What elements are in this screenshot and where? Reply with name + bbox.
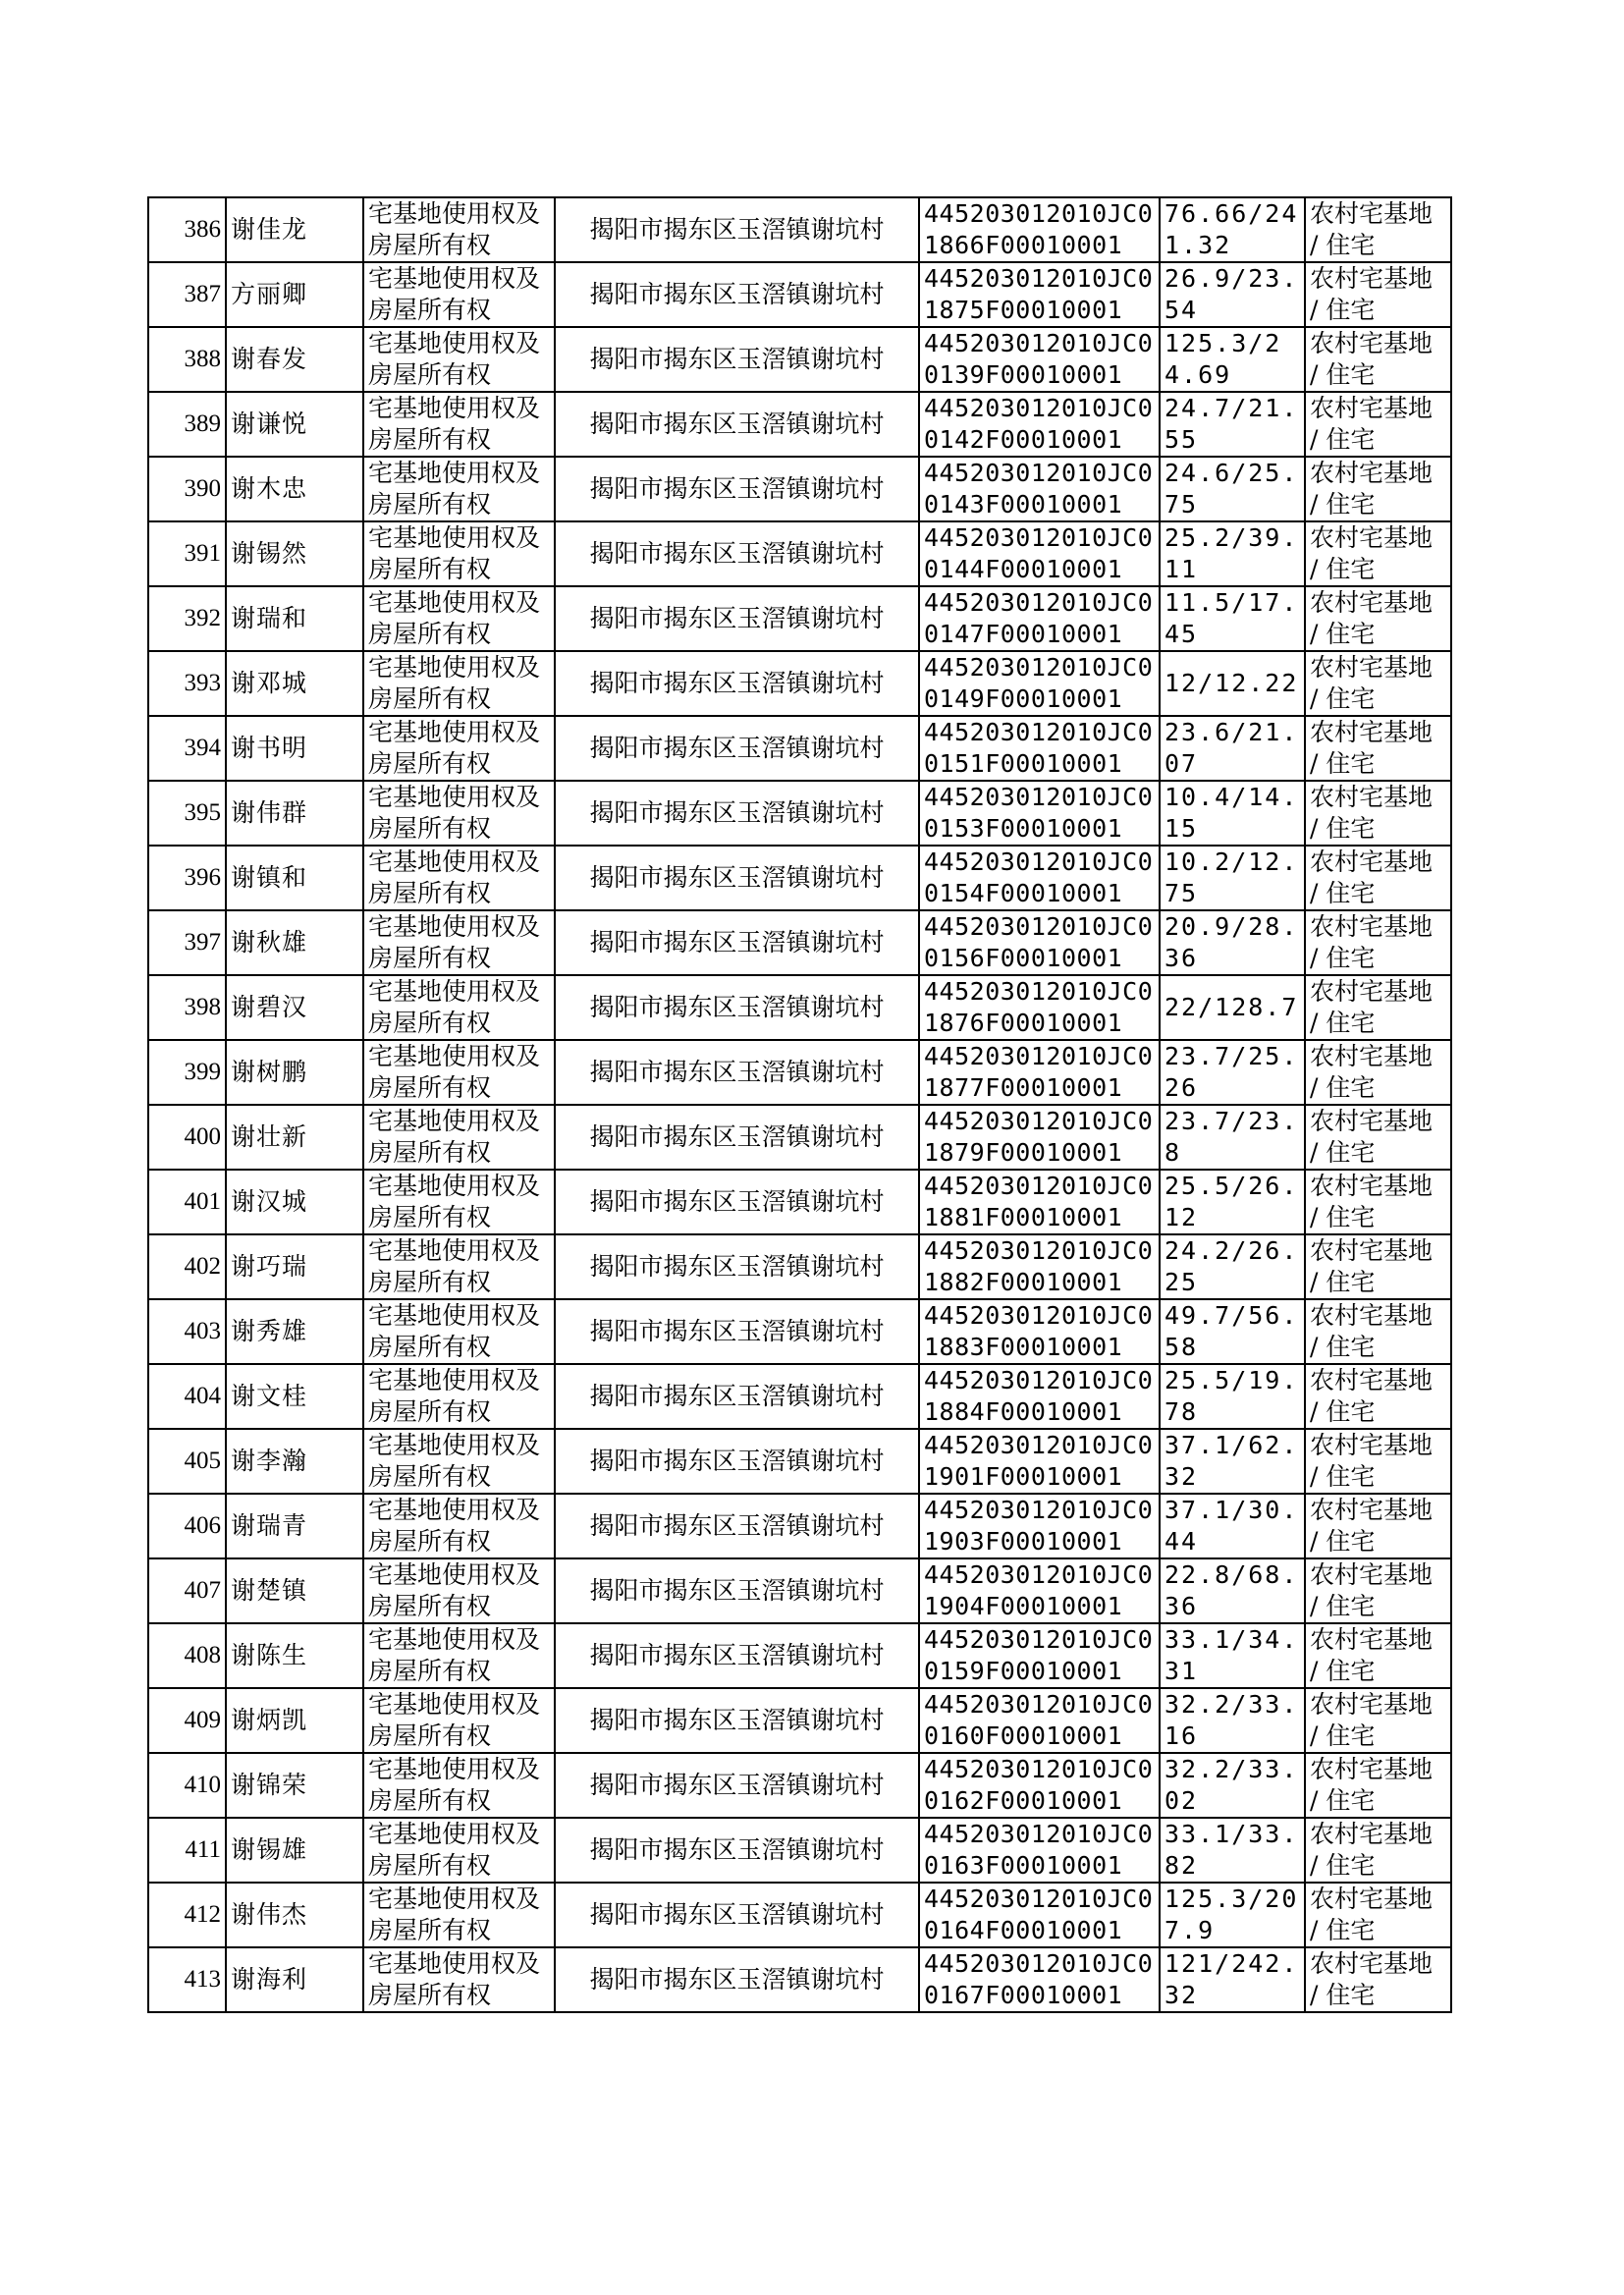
land-use: 农村宅基地 / 住宅 (1305, 197, 1451, 262)
right-type: 宅基地使用权及房屋所有权 (363, 392, 555, 457)
unit-code: 445203012010JC00162F00010001 (919, 1753, 1160, 1818)
land-use: 农村宅基地 / 住宅 (1305, 1234, 1451, 1299)
land-use: 农村宅基地 / 住宅 (1305, 1753, 1451, 1818)
row-number: 394 (148, 716, 226, 781)
property-register-table (147, 196, 1452, 2013)
unit-code: 445203012010JC01879F00010001 (919, 1105, 1160, 1170)
right-type: 宅基地使用权及房屋所有权 (363, 651, 555, 716)
unit-code: 445203012010JC00142F00010001 (919, 392, 1160, 457)
right-type: 宅基地使用权及房屋所有权 (363, 846, 555, 910)
unit-code: 445203012010JC00167F00010001 (919, 1947, 1160, 2012)
table-row (148, 1234, 1451, 1299)
location-address: 揭阳市揭东区玉滘镇谢坑村 (555, 846, 919, 910)
table-row (148, 327, 1451, 392)
land-use: 农村宅基地 / 住宅 (1305, 1623, 1451, 1688)
area-value: 23.7/25.26 (1160, 1040, 1305, 1105)
area-value: 125.3/24.69 (1160, 327, 1305, 392)
table-row (148, 1623, 1451, 1688)
location-address: 揭阳市揭东区玉滘镇谢坑村 (555, 197, 919, 262)
right-type: 宅基地使用权及房屋所有权 (363, 1623, 555, 1688)
right-type: 宅基地使用权及房屋所有权 (363, 1105, 555, 1170)
land-use: 农村宅基地 / 住宅 (1305, 1105, 1451, 1170)
land-use: 农村宅基地 / 住宅 (1305, 1429, 1451, 1494)
row-number: 413 (148, 1947, 226, 2012)
table-row (148, 1494, 1451, 1558)
table-row (148, 1364, 1451, 1429)
location-address: 揭阳市揭东区玉滘镇谢坑村 (555, 262, 919, 327)
area-value: 32.2/33.16 (1160, 1688, 1305, 1753)
land-use: 农村宅基地 / 住宅 (1305, 975, 1451, 1040)
row-number: 386 (148, 197, 226, 262)
owner-name: 谢瑞和 (226, 586, 363, 651)
area-value: 24.2/26.25 (1160, 1234, 1305, 1299)
area-value: 37.1/62.32 (1160, 1429, 1305, 1494)
location-address: 揭阳市揭东区玉滘镇谢坑村 (555, 586, 919, 651)
row-number: 402 (148, 1234, 226, 1299)
row-number: 411 (148, 1818, 226, 1883)
area-value: 23.7/23.8 (1160, 1105, 1305, 1170)
land-use: 农村宅基地 / 住宅 (1305, 1170, 1451, 1234)
right-type: 宅基地使用权及房屋所有权 (363, 1364, 555, 1429)
area-value: 10.2/12.75 (1160, 846, 1305, 910)
location-address: 揭阳市揭东区玉滘镇谢坑村 (555, 1883, 919, 1947)
location-address: 揭阳市揭东区玉滘镇谢坑村 (555, 781, 919, 846)
location-address: 揭阳市揭东区玉滘镇谢坑村 (555, 1364, 919, 1429)
row-number: 400 (148, 1105, 226, 1170)
unit-code: 445203012010JC01883F00010001 (919, 1299, 1160, 1364)
land-use: 农村宅基地 / 住宅 (1305, 651, 1451, 716)
table-row (148, 262, 1451, 327)
unit-code: 445203012010JC01875F00010001 (919, 262, 1160, 327)
location-address: 揭阳市揭东区玉滘镇谢坑村 (555, 1234, 919, 1299)
area-value: 24.6/25.75 (1160, 457, 1305, 521)
owner-name: 谢邓城 (226, 651, 363, 716)
land-use: 农村宅基地 / 住宅 (1305, 1299, 1451, 1364)
row-number: 409 (148, 1688, 226, 1753)
location-address: 揭阳市揭东区玉滘镇谢坑村 (555, 1105, 919, 1170)
right-type: 宅基地使用权及房屋所有权 (363, 586, 555, 651)
location-address: 揭阳市揭东区玉滘镇谢坑村 (555, 1429, 919, 1494)
right-type: 宅基地使用权及房屋所有权 (363, 1947, 555, 2012)
location-address: 揭阳市揭东区玉滘镇谢坑村 (555, 1818, 919, 1883)
table-row (148, 1170, 1451, 1234)
right-type: 宅基地使用权及房屋所有权 (363, 781, 555, 846)
land-use: 农村宅基地 / 住宅 (1305, 1883, 1451, 1947)
location-address: 揭阳市揭东区玉滘镇谢坑村 (555, 457, 919, 521)
unit-code: 445203012010JC01882F00010001 (919, 1234, 1160, 1299)
unit-code: 445203012010JC00156F00010001 (919, 910, 1160, 975)
unit-code: 445203012010JC01877F00010001 (919, 1040, 1160, 1105)
owner-name: 谢炳凯 (226, 1688, 363, 1753)
unit-code: 445203012010JC01881F00010001 (919, 1170, 1160, 1234)
area-value: 33.1/34.31 (1160, 1623, 1305, 1688)
row-number: 396 (148, 846, 226, 910)
right-type: 宅基地使用权及房屋所有权 (363, 1429, 555, 1494)
land-use: 农村宅基地 / 住宅 (1305, 1818, 1451, 1883)
area-value: 33.1/33.82 (1160, 1818, 1305, 1883)
area-value: 32.2/33.02 (1160, 1753, 1305, 1818)
table-row (148, 1883, 1451, 1947)
table-row (148, 781, 1451, 846)
table-row (148, 1558, 1451, 1623)
row-number: 403 (148, 1299, 226, 1364)
area-value: 37.1/30.44 (1160, 1494, 1305, 1558)
register-body (148, 197, 1451, 2012)
owner-name: 谢锡雄 (226, 1818, 363, 1883)
row-number: 395 (148, 781, 226, 846)
row-number: 388 (148, 327, 226, 392)
land-use: 农村宅基地 / 住宅 (1305, 716, 1451, 781)
owner-name: 谢木忠 (226, 457, 363, 521)
land-use: 农村宅基地 / 住宅 (1305, 1494, 1451, 1558)
owner-name: 谢伟群 (226, 781, 363, 846)
right-type: 宅基地使用权及房屋所有权 (363, 1299, 555, 1364)
unit-code: 445203012010JC00164F00010001 (919, 1883, 1160, 1947)
table-row (148, 586, 1451, 651)
location-address: 揭阳市揭东区玉滘镇谢坑村 (555, 1299, 919, 1364)
location-address: 揭阳市揭东区玉滘镇谢坑村 (555, 1494, 919, 1558)
owner-name: 谢伟杰 (226, 1883, 363, 1947)
location-address: 揭阳市揭东区玉滘镇谢坑村 (555, 910, 919, 975)
area-value: 121/242.32 (1160, 1947, 1305, 2012)
table-row (148, 1040, 1451, 1105)
owner-name: 谢楚镇 (226, 1558, 363, 1623)
location-address: 揭阳市揭东区玉滘镇谢坑村 (555, 1688, 919, 1753)
table-row (148, 716, 1451, 781)
land-use: 农村宅基地 / 住宅 (1305, 1688, 1451, 1753)
location-address: 揭阳市揭东区玉滘镇谢坑村 (555, 392, 919, 457)
table-row (148, 651, 1451, 716)
area-value: 24.7/21.55 (1160, 392, 1305, 457)
right-type: 宅基地使用权及房屋所有权 (363, 975, 555, 1040)
owner-name: 谢陈生 (226, 1623, 363, 1688)
unit-code: 445203012010JC00154F00010001 (919, 846, 1160, 910)
right-type: 宅基地使用权及房屋所有权 (363, 327, 555, 392)
row-number: 401 (148, 1170, 226, 1234)
table-row (148, 1429, 1451, 1494)
table-row (148, 197, 1451, 262)
owner-name: 谢李瀚 (226, 1429, 363, 1494)
unit-code: 445203012010JC00160F00010001 (919, 1688, 1160, 1753)
owner-name: 谢春发 (226, 327, 363, 392)
location-address: 揭阳市揭东区玉滘镇谢坑村 (555, 1623, 919, 1688)
land-use: 农村宅基地 / 住宅 (1305, 1558, 1451, 1623)
row-number: 398 (148, 975, 226, 1040)
row-number: 407 (148, 1558, 226, 1623)
right-type: 宅基地使用权及房屋所有权 (363, 457, 555, 521)
land-use: 农村宅基地 / 住宅 (1305, 586, 1451, 651)
right-type: 宅基地使用权及房屋所有权 (363, 1558, 555, 1623)
table-row (148, 521, 1451, 586)
row-number: 392 (148, 586, 226, 651)
row-number: 387 (148, 262, 226, 327)
unit-code: 445203012010JC01866F00010001 (919, 197, 1160, 262)
right-type: 宅基地使用权及房屋所有权 (363, 1494, 555, 1558)
location-address: 揭阳市揭东区玉滘镇谢坑村 (555, 327, 919, 392)
right-type: 宅基地使用权及房屋所有权 (363, 1688, 555, 1753)
owner-name: 谢谦悦 (226, 392, 363, 457)
right-type: 宅基地使用权及房屋所有权 (363, 1170, 555, 1234)
right-type: 宅基地使用权及房屋所有权 (363, 1040, 555, 1105)
area-value: 22.8/68.36 (1160, 1558, 1305, 1623)
location-address: 揭阳市揭东区玉滘镇谢坑村 (555, 1558, 919, 1623)
owner-name: 谢瑞青 (226, 1494, 363, 1558)
row-number: 410 (148, 1753, 226, 1818)
row-number: 389 (148, 392, 226, 457)
area-value: 20.9/28.36 (1160, 910, 1305, 975)
row-number: 408 (148, 1623, 226, 1688)
location-address: 揭阳市揭东区玉滘镇谢坑村 (555, 975, 919, 1040)
location-address: 揭阳市揭东区玉滘镇谢坑村 (555, 521, 919, 586)
right-type: 宅基地使用权及房屋所有权 (363, 910, 555, 975)
owner-name: 谢锡然 (226, 521, 363, 586)
land-use: 农村宅基地 / 住宅 (1305, 1040, 1451, 1105)
unit-code: 445203012010JC01901F00010001 (919, 1429, 1160, 1494)
area-value: 49.7/56.58 (1160, 1299, 1305, 1364)
location-address: 揭阳市揭东区玉滘镇谢坑村 (555, 1170, 919, 1234)
unit-code: 445203012010JC00153F00010001 (919, 781, 1160, 846)
area-value: 25.5/26.12 (1160, 1170, 1305, 1234)
row-number: 406 (148, 1494, 226, 1558)
owner-name: 谢文桂 (226, 1364, 363, 1429)
table-row (148, 1818, 1451, 1883)
owner-name: 方丽卿 (226, 262, 363, 327)
row-number: 412 (148, 1883, 226, 1947)
right-type: 宅基地使用权及房屋所有权 (363, 1234, 555, 1299)
unit-code: 445203012010JC00147F00010001 (919, 586, 1160, 651)
unit-code: 445203012010JC00139F00010001 (919, 327, 1160, 392)
land-use: 农村宅基地 / 住宅 (1305, 262, 1451, 327)
owner-name: 谢巧瑞 (226, 1234, 363, 1299)
land-use: 农村宅基地 / 住宅 (1305, 327, 1451, 392)
area-value: 76.66/241.32 (1160, 197, 1305, 262)
location-address: 揭阳市揭东区玉滘镇谢坑村 (555, 716, 919, 781)
table-row (148, 392, 1451, 457)
owner-name: 谢碧汉 (226, 975, 363, 1040)
owner-name: 谢锦荣 (226, 1753, 363, 1818)
unit-code: 445203012010JC00144F00010001 (919, 521, 1160, 586)
row-number: 391 (148, 521, 226, 586)
row-number: 390 (148, 457, 226, 521)
owner-name: 谢镇和 (226, 846, 363, 910)
right-type: 宅基地使用权及房屋所有权 (363, 262, 555, 327)
right-type: 宅基地使用权及房屋所有权 (363, 716, 555, 781)
area-value: 25.5/19.78 (1160, 1364, 1305, 1429)
owner-name: 谢秀雄 (226, 1299, 363, 1364)
owner-name: 谢秋雄 (226, 910, 363, 975)
land-use: 农村宅基地 / 住宅 (1305, 910, 1451, 975)
land-use: 农村宅基地 / 住宅 (1305, 1364, 1451, 1429)
unit-code: 445203012010JC00159F00010001 (919, 1623, 1160, 1688)
area-value: 11.5/17.45 (1160, 586, 1305, 651)
location-address: 揭阳市揭东区玉滘镇谢坑村 (555, 1753, 919, 1818)
unit-code: 445203012010JC01884F00010001 (919, 1364, 1160, 1429)
land-use: 农村宅基地 / 住宅 (1305, 521, 1451, 586)
table-row (148, 1947, 1451, 2012)
table-row (148, 1688, 1451, 1753)
unit-code: 445203012010JC00163F00010001 (919, 1818, 1160, 1883)
land-use: 农村宅基地 / 住宅 (1305, 846, 1451, 910)
right-type: 宅基地使用权及房屋所有权 (363, 521, 555, 586)
table-row (148, 457, 1451, 521)
land-use: 农村宅基地 / 住宅 (1305, 457, 1451, 521)
unit-code: 445203012010JC01876F00010001 (919, 975, 1160, 1040)
owner-name: 谢汉城 (226, 1170, 363, 1234)
table-row (148, 846, 1451, 910)
location-address: 揭阳市揭东区玉滘镇谢坑村 (555, 651, 919, 716)
table-row (148, 1753, 1451, 1818)
row-number: 405 (148, 1429, 226, 1494)
table-row (148, 975, 1451, 1040)
owner-name: 谢树鹏 (226, 1040, 363, 1105)
area-value: 26.9/23.54 (1160, 262, 1305, 327)
row-number: 397 (148, 910, 226, 975)
land-use: 农村宅基地 / 住宅 (1305, 781, 1451, 846)
row-number: 399 (148, 1040, 226, 1105)
right-type: 宅基地使用权及房屋所有权 (363, 1883, 555, 1947)
area-value: 23.6/21.07 (1160, 716, 1305, 781)
owner-name: 谢佳龙 (226, 197, 363, 262)
unit-code: 445203012010JC00149F00010001 (919, 651, 1160, 716)
row-number: 393 (148, 651, 226, 716)
land-use: 农村宅基地 / 住宅 (1305, 1947, 1451, 2012)
location-address: 揭阳市揭东区玉滘镇谢坑村 (555, 1040, 919, 1105)
unit-code: 445203012010JC01904F00010001 (919, 1558, 1160, 1623)
unit-code: 445203012010JC01903F00010001 (919, 1494, 1160, 1558)
location-address: 揭阳市揭东区玉滘镇谢坑村 (555, 1947, 919, 2012)
table-row (148, 1105, 1451, 1170)
right-type: 宅基地使用权及房屋所有权 (363, 197, 555, 262)
area-value: 125.3/207.9 (1160, 1883, 1305, 1947)
owner-name: 谢壮新 (226, 1105, 363, 1170)
unit-code: 445203012010JC00151F00010001 (919, 716, 1160, 781)
right-type: 宅基地使用权及房屋所有权 (363, 1753, 555, 1818)
unit-code: 445203012010JC00143F00010001 (919, 457, 1160, 521)
area-value: 10.4/14.15 (1160, 781, 1305, 846)
right-type: 宅基地使用权及房屋所有权 (363, 1818, 555, 1883)
table-row (148, 910, 1451, 975)
area-value: 22/128.7 (1160, 975, 1305, 1040)
row-number: 404 (148, 1364, 226, 1429)
owner-name: 谢书明 (226, 716, 363, 781)
land-use: 农村宅基地 / 住宅 (1305, 392, 1451, 457)
area-value: 25.2/39.11 (1160, 521, 1305, 586)
area-value: 12/12.22 (1160, 651, 1305, 716)
table-row (148, 1299, 1451, 1364)
owner-name: 谢海利 (226, 1947, 363, 2012)
